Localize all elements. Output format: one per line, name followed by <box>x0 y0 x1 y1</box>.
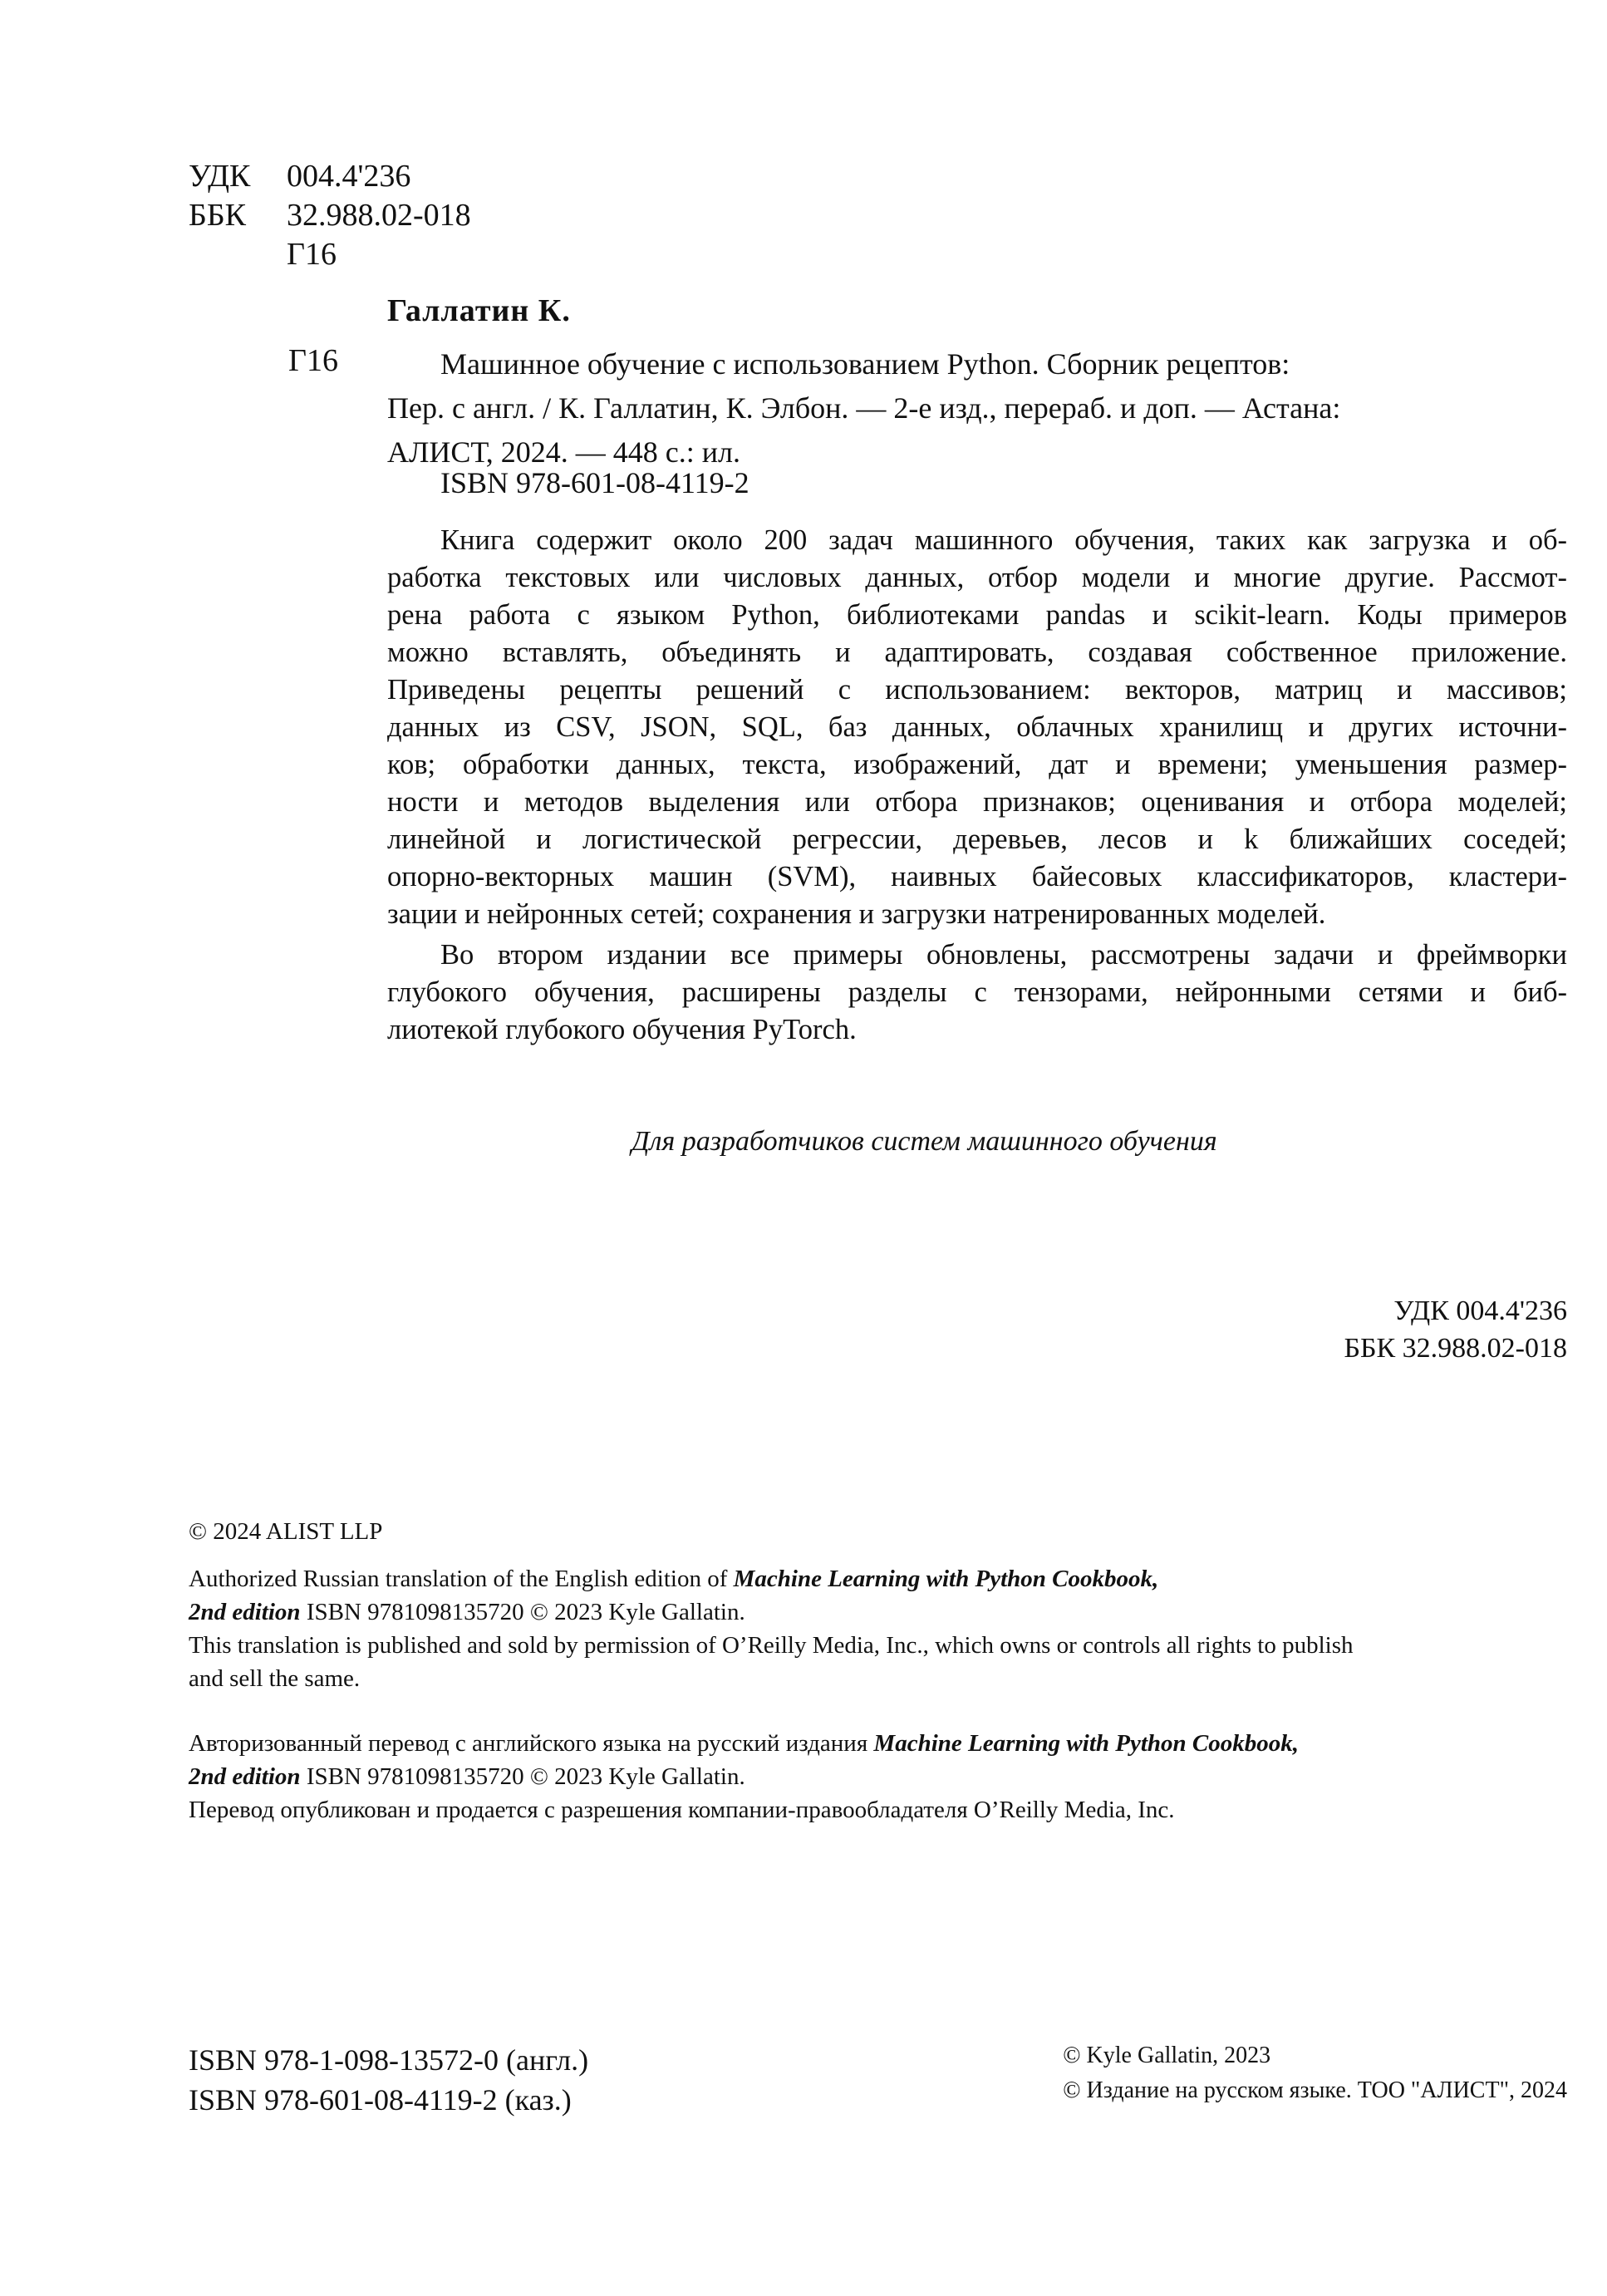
bbk-label: ББК <box>189 198 246 233</box>
isbn-english: ISBN 978-1-098-13572-0 (англ.) <box>189 2043 589 2077</box>
rights-text: ISBN 9781098135720 © 2023 Kyle Gallatin. <box>300 1599 745 1625</box>
edition-label: 2nd edition <box>189 1599 301 1625</box>
classification-right <box>1344 1292 1567 1367</box>
rights-text: Authorized Russian translation of the English edition of <box>189 1566 734 1592</box>
annotation-line: глубокого обучения, расширены разделы с тензорами, нейронными сетями и биб- <box>387 976 1567 1008</box>
isbn-kazakh: ISBN 978-601-08-4119-2 (каз.) <box>189 2083 572 2117</box>
rights-line <box>189 1760 1551 1793</box>
annotation-line: можно вставлять, объединять и адаптировать, создавая собственное приложение. <box>387 637 1567 668</box>
biblio-line: Машинное обучение с использованием Python. Сборник рецептов: <box>440 347 1290 381</box>
rights-text: Авторизованный перевод с английского языка на русский издания <box>189 1730 874 1757</box>
annotation-paragraph-2 <box>387 937 1567 1049</box>
copyright-notices <box>1063 2038 1567 2108</box>
rights-line <box>189 1595 1551 1629</box>
copyright-author: © Kyle Gallatin, 2023 <box>1063 2043 1271 2068</box>
annotation-line: опорно-векторных машин (SVM), наивных байесовых классификаторов, кластери- <box>387 861 1567 892</box>
bbk-value: 32.988.02-018 <box>287 198 471 233</box>
udk-classification <box>189 158 410 194</box>
annotation-line: данных из CSV, JSON, SQL, баз данных, облачных хранилищ и других источни- <box>387 711 1567 743</box>
rights-line <box>189 1727 1551 1760</box>
annotation-line: Во втором издании все примеры обновлены, рассмотрены задачи и фреймворки <box>440 939 1567 971</box>
udk-right: УДК 004.4'236 <box>1393 1295 1567 1326</box>
original-title: Machine Learning with Python Cookbook, <box>873 1730 1300 1757</box>
udk-label: УДК <box>189 159 251 194</box>
author-mark-top: Г16 <box>287 237 337 272</box>
annotation-line: Приведены рецепты решений с использованием: векторов, матриц и массивов; <box>387 674 1567 706</box>
annotation-line: зации и нейронных сетей; сохранения и загрузки натренированных моделей. <box>387 898 1326 930</box>
annotation-line: ности и методов выделения или отбора признаков; оценивания и отбора моделей; <box>387 786 1567 818</box>
target-audience: Для разработчиков систем машинного обучения <box>631 1126 1217 1157</box>
bbk-right: ББК 32.988.02-018 <box>1344 1333 1567 1364</box>
rights-line: and sell the same. <box>189 1665 361 1692</box>
rights-russian <box>189 1727 1551 1826</box>
annotation-line: работка текстовых или числовых данных, отбор модели и многие другие. Рассмот- <box>387 562 1567 593</box>
biblio-line: АЛИСТ, 2024. — 448 с.: ил. <box>387 435 741 469</box>
rights-text: ISBN 9781098135720 © 2023 Kyle Gallatin. <box>300 1763 745 1790</box>
original-title: Machine Learning with Python Cookbook, <box>733 1566 1159 1592</box>
annotation-line: Книга содержит около 200 задач машинного обучения, таких как загрузка и об- <box>440 524 1567 556</box>
rights-english <box>189 1562 1551 1695</box>
annotation-paragraph-1 <box>387 522 1567 933</box>
edition-label: 2nd edition <box>189 1763 301 1790</box>
annotation <box>387 522 1567 1049</box>
rights-line: This translation is published and sold by permission of O’Reilly Media, Inc., which owns or controls all rights to publish <box>189 1632 1354 1659</box>
copyright-edition: © Издание на русском языке. ТОО "АЛИСТ", 2024 <box>1063 2077 1567 2103</box>
rights-line: Перевод опубликован и продается с разрешения компании-правообладателя O’Reilly Media, Inc. <box>189 1797 1175 1823</box>
annotation-line: рена работа с языком Python, библиотеками pandas и scikit-learn. Коды примеров <box>387 599 1567 631</box>
isbn-main: ISBN 978-601-08-4119-2 <box>440 466 749 499</box>
bibliographic-description <box>387 342 1567 474</box>
author-mark-side: Г16 <box>288 343 338 378</box>
annotation-line: лиотекой глубокого обучения PyTorch. <box>387 1014 857 1045</box>
rights-line <box>189 1562 1551 1595</box>
copyright-line: © 2024 ALIST LLP <box>189 1518 383 1545</box>
isbn-list <box>189 2040 588 2120</box>
bbk-classification <box>189 197 471 234</box>
author-name: Галлатин К. <box>387 293 571 328</box>
annotation-line: линейной и логистической регрессии, деревьев, лесов и k ближайших соседей; <box>387 824 1567 855</box>
udk-value: 004.4'236 <box>287 159 411 194</box>
biblio-line: Пер. с англ. / К. Галлатин, К. Элбон. — 2-е изд., перераб. и доп. — Астана: <box>387 391 1341 425</box>
annotation-line: ков; обработки данных, текста, изображений, дат и времени; уменьшения размер- <box>387 749 1567 780</box>
